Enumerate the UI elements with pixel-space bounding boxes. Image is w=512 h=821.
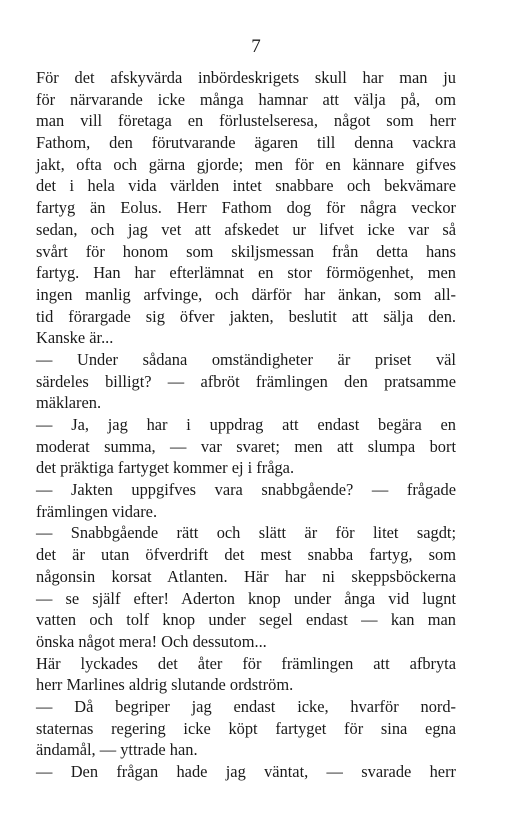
text-line: någonsin korsat Atlanten. Här har ni skeppsböckerna [36,566,456,586]
text-line: önska något mera! Och dessutom... [36,631,267,651]
text-line: sedan, och jag vet att afskedet ur lifvet icke var så [36,219,456,239]
text-line: — Snabbgående rätt och slätt är för litet sagdt; [36,523,456,543]
text-line: Fathom, den förutvarande ägaren till denna vackra [36,133,456,153]
text-line: särdeles billigt? — afbröt främlingen den pratsamme [36,371,456,391]
text-line: för närvarande icke många hamnar att välja på, om [36,89,456,109]
body-text [36,67,456,783]
text-line: — Då begriper jag endast icke, hvarför nord- [36,696,456,716]
text-line: jakt, ofta och gärna gjorde; men för en kännare gifves [36,154,456,174]
text-line: det präktiga fartyget kommer ej i fråga. [36,458,295,478]
text-line: mäklaren. [36,393,102,413]
text-line: — Jakten uppgifves vara snabbgående? — frågade [36,480,456,500]
text-line: främlingen vidare. [36,501,158,521]
text-line: — Under sådana omständigheter är priset väl [36,349,456,369]
text-line: Här lyckades det åter för främlingen att afbryta [36,653,456,673]
text-line: staternas regering icke köpt fartyget för sina egna [36,718,456,738]
text-line: — Ja, jag har i uppdrag att endast begära en [36,415,456,434]
text-line: Kanske är... [36,328,114,348]
text-line: fartyg än Eolus. Herr Fathom dog för några veckor [36,198,456,218]
text-line: svårt för honom som skiljsmessan från detta hans [36,241,456,261]
text-line: tid förargade sig öfver jakten, beslutit att sälja den. [36,306,456,326]
text-line: vatten och tolf knop under segel endast — kan man [36,610,456,630]
text-line: moderat summa, — var svaret; men att slumpa bort [36,436,456,456]
text-line: För det afskyvärda inbördeskrigets skull har man ju [36,68,456,87]
text-line: man vill företaga en förlustelseresa, något som herr [36,111,456,131]
text-line: det är utan öfverdrift det mest snabba fartyg, som [36,545,456,565]
text-line: — Den frågan hade jag väntat, — svarade herr [36,762,456,781]
text-line: herr Marlines aldrig slutande ordström. [36,675,294,695]
text-line: — se själf efter! Aderton knop under ånga vid lugnt [36,588,456,608]
text-line: ändamål, — yttrade han. [36,740,198,760]
text-line: det i hela vida världen intet snabbare och bekvämare [36,176,456,196]
text-line: fartyg. Han har efterlämnat en stor förmögenhet, men [36,263,456,283]
page-number: 7 [251,36,261,57]
text-line: ingen manlig arfvinge, och därför har änkan, som all- [36,284,456,304]
